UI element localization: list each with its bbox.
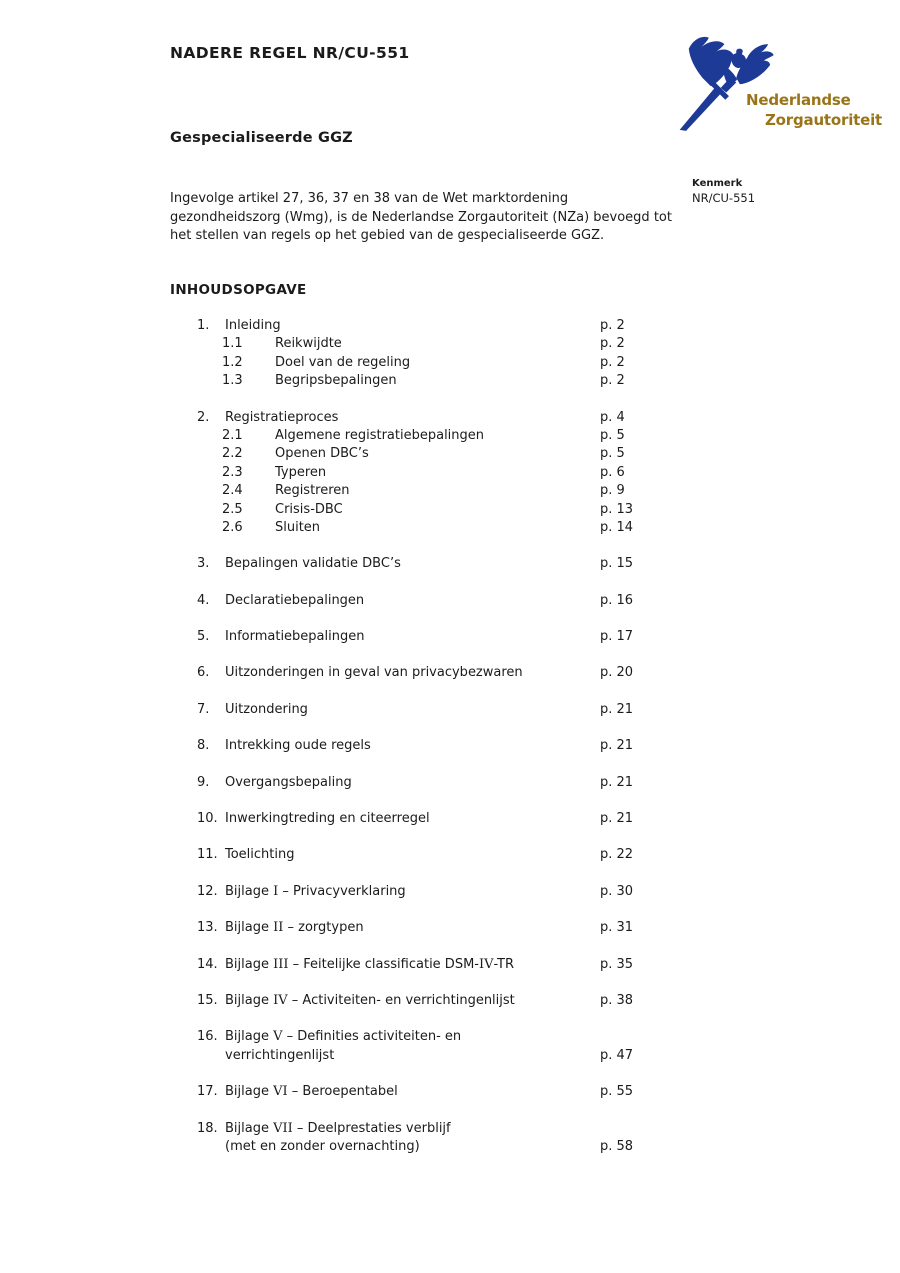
toc-entry-row	[170, 409, 670, 427]
toc-subentry-number: 2.2	[222, 446, 243, 462]
document-title: NADERE REGEL NR/CU-551	[170, 44, 410, 62]
toc-entry-row	[170, 919, 670, 937]
toc-subentry-row	[170, 445, 670, 463]
toc-subentry-number: 1.3	[222, 373, 243, 389]
toc-subentry-number: 1.1	[222, 336, 243, 352]
toc-subentry-page: p. 9	[600, 483, 625, 499]
toc-entry-number: 5.	[197, 629, 210, 645]
toc-entry-page: p. 55	[600, 1084, 634, 1100]
toc-entry-title: Toelichting	[225, 847, 295, 863]
toc-subentry-row	[170, 335, 670, 353]
toc-entry-page: p. 22	[600, 847, 634, 863]
toc-gap	[170, 865, 670, 883]
toc-entry-number: 16.	[197, 1029, 218, 1045]
toc-subentry-row	[170, 519, 670, 537]
toc-entry-title: Bijlage III – Feitelijke classificatie DSM-IV-TR	[225, 956, 514, 972]
nza-logo-line1: Nederlandse	[746, 91, 851, 109]
toc-entry-page: p. 21	[600, 738, 634, 754]
toc-entry-row	[170, 810, 670, 828]
toc-entry-page: p. 30	[600, 883, 634, 899]
toc-entry-row	[170, 1028, 670, 1046]
toc-entry-row	[170, 664, 670, 682]
toc-entry-row	[170, 1047, 670, 1065]
toc-entry-page: p. 16	[600, 592, 634, 608]
roman-numeral: IV	[273, 992, 288, 1008]
toc-subentry-title: Sluiten	[275, 519, 321, 535]
toc-list	[170, 317, 670, 1156]
kenmerk-value: NR/CU-551	[692, 191, 756, 205]
toc-entry-row	[170, 1120, 670, 1138]
toc-subentry-page: p. 5	[600, 446, 625, 462]
toc-entry-row	[170, 737, 670, 755]
toc-subentry-row	[170, 482, 670, 500]
toc-entry-page: p. 21	[600, 774, 634, 790]
document-subtitle: Gespecialiseerde GGZ	[170, 130, 353, 146]
toc-entry-row	[170, 555, 670, 573]
toc-entry-row	[170, 701, 670, 719]
toc-gap	[170, 756, 670, 774]
roman-numeral: VI	[273, 1084, 288, 1100]
toc-entry-row	[170, 956, 670, 974]
toc-entry-title: Overgangsbepaling	[225, 774, 352, 790]
toc-entry-page: p. 58	[600, 1138, 634, 1154]
toc-entry-title: Informatiebepalingen	[225, 629, 365, 645]
toc-entry-title: Uitzondering	[225, 701, 308, 717]
toc-subentry-page: p. 5	[600, 427, 625, 443]
toc-subentry-page: p. 6	[600, 464, 625, 480]
toc-subentry-number: 2.3	[222, 464, 243, 480]
toc-entry-row	[170, 883, 670, 901]
toc-subentry-number: 2.4	[222, 483, 243, 499]
toc-entry-page: p. 35	[600, 956, 634, 972]
toc-entry-number: 11.	[197, 847, 218, 863]
toc-entry-number: 4.	[197, 592, 210, 608]
toc-entry-row	[170, 1138, 670, 1156]
toc-entry-page: p. 2	[600, 318, 625, 333]
toc-subentry-title: Algemene registratiebepalingen	[275, 427, 485, 443]
toc-subentry-row	[170, 372, 670, 390]
toc-entry-row	[170, 992, 670, 1010]
toc-entry-title: Declaratiebepalingen	[225, 592, 365, 608]
roman-numeral: V	[273, 1029, 283, 1045]
toc-subentry-title: Registreren	[275, 483, 350, 499]
toc-gap	[170, 1065, 670, 1083]
kenmerk-block	[692, 178, 755, 205]
toc-entry-number: 9.	[197, 774, 210, 790]
toc-gap	[170, 1010, 670, 1028]
toc-entry-page: p. 17	[600, 629, 634, 645]
toc-entry-page: p. 21	[600, 811, 634, 827]
kenmerk-label: Kenmerk	[692, 178, 743, 189]
roman-numeral: IV	[478, 956, 494, 972]
toc-entry-title: Bepalingen validatie DBC’s	[225, 556, 401, 572]
toc-subentry-page: p. 2	[600, 373, 625, 389]
toc-subentry-row	[170, 501, 670, 519]
toc-entry-number: 6.	[197, 665, 210, 681]
toc-subentry-number: 1.2	[222, 354, 243, 370]
toc-subentry-title: Doel van de regeling	[275, 354, 411, 370]
toc-entry-number: 12.	[197, 883, 218, 899]
toc-gap	[170, 574, 670, 592]
toc-entry-number: 1.	[197, 318, 210, 333]
toc-subentry-title: Begripsbepalingen	[275, 373, 397, 389]
toc-subentry-row	[170, 427, 670, 445]
toc-gap	[170, 792, 670, 810]
toc-entry-row	[170, 1083, 670, 1101]
roman-numeral: VII	[273, 1120, 293, 1136]
toc-entry-row	[170, 846, 670, 864]
toc-entry-title: (met en zonder overnachting)	[225, 1138, 420, 1154]
toc-gap	[170, 974, 670, 992]
toc-gap	[170, 719, 670, 737]
toc-entry-row	[170, 592, 670, 610]
toc-subentry-page: p. 2	[600, 336, 625, 352]
toc-entry-title: verrichtingenlijst	[225, 1047, 335, 1063]
nza-logo-line2: Zorgautoriteit	[765, 111, 882, 129]
toc-gap	[170, 1102, 670, 1120]
toc-gap	[170, 901, 670, 919]
toc-entry-number: 17.	[197, 1084, 218, 1100]
toc-subentry-row	[170, 354, 670, 372]
toc-gap	[170, 391, 670, 409]
intro-paragraph: Ingevolge artikel 27, 36, 37 en 38 van de Wet marktordening gezondheidszorg (Wmg), is de Nederlandse Zorgautoriteit (NZa) bevoegd tot het stellen van regels op het gebied van de gespecialiseerde GGZ.	[170, 191, 672, 243]
toc-subentry-page: p. 14	[600, 519, 634, 535]
toc-entry-page: p. 21	[600, 701, 634, 717]
toc-gap	[170, 537, 670, 555]
toc-entry-number: 8.	[197, 738, 210, 754]
toc-subentry-title: Crisis-DBC	[275, 501, 343, 517]
toc-heading: INHOUDSOPGAVE	[170, 282, 307, 298]
toc-entry-row	[170, 774, 670, 792]
toc-entry-number: 3.	[197, 556, 210, 572]
toc-entry-title: Registratieproces	[225, 409, 339, 425]
toc-entry-title: Bijlage VII – Deelprestaties verblijf	[225, 1120, 451, 1136]
toc-entry-number: 13.	[197, 920, 218, 936]
toc-gap	[170, 828, 670, 846]
roman-numeral: II	[273, 920, 284, 936]
toc-gap	[170, 646, 670, 664]
toc-subentry-page: p. 13	[600, 501, 634, 517]
roman-numeral: III	[273, 956, 289, 972]
toc-entry-page: p. 4	[600, 409, 625, 425]
toc-subentry-number: 2.5	[222, 501, 243, 517]
toc-subentry-title: Typeren	[275, 464, 327, 480]
toc-entry-title: Bijlage VI – Beroepentabel	[225, 1084, 398, 1100]
toc-entry-number: 2.	[197, 409, 210, 425]
toc-entry-title: Uitzonderingen in geval van privacybezwaren	[225, 665, 523, 681]
toc-entry-page: p. 20	[600, 665, 634, 681]
toc-entry-row	[170, 317, 670, 335]
toc-subentry-row	[170, 464, 670, 482]
toc-entry-title: Bijlage V – Definities activiteiten- en	[225, 1029, 462, 1045]
toc-entry-page: p. 38	[600, 992, 634, 1008]
toc-entry-page: p. 47	[600, 1047, 634, 1063]
toc-subentry-number: 2.6	[222, 519, 243, 535]
toc-entry-number: 18.	[197, 1120, 218, 1136]
toc-subentry-title: Openen DBC’s	[275, 446, 369, 462]
toc-gap	[170, 938, 670, 956]
toc-entry-page: p. 15	[600, 556, 634, 572]
toc-entry-title: Bijlage I – Privacyverklaring	[225, 883, 406, 899]
toc-entry-number: 14.	[197, 956, 218, 972]
toc-entry-title: Inwerkingtreding en citeerregel	[225, 811, 430, 827]
toc-entry-title: Intrekking oude regels	[225, 738, 371, 754]
toc-entry-number: 7.	[197, 701, 210, 717]
toc-gap	[170, 683, 670, 701]
toc-subentry-title: Reikwijdte	[275, 336, 342, 352]
nza-logo-wordmark	[746, 90, 882, 130]
toc-entry-row	[170, 628, 670, 646]
roman-numeral: I	[273, 883, 279, 899]
toc-entry-title: Bijlage II – zorgtypen	[225, 920, 364, 936]
toc-subentry-number: 2.1	[222, 427, 243, 443]
toc-gap	[170, 610, 670, 628]
toc-entry-title: Inleiding	[225, 318, 281, 333]
toc-entry-number: 10.	[197, 811, 218, 827]
toc-entry-number: 15.	[197, 992, 218, 1008]
toc-entry-page: p. 31	[600, 920, 634, 936]
toc-entry-title: Bijlage IV – Activiteiten- en verrichtingenlijst	[225, 992, 515, 1008]
toc-subentry-page: p. 2	[600, 354, 625, 370]
